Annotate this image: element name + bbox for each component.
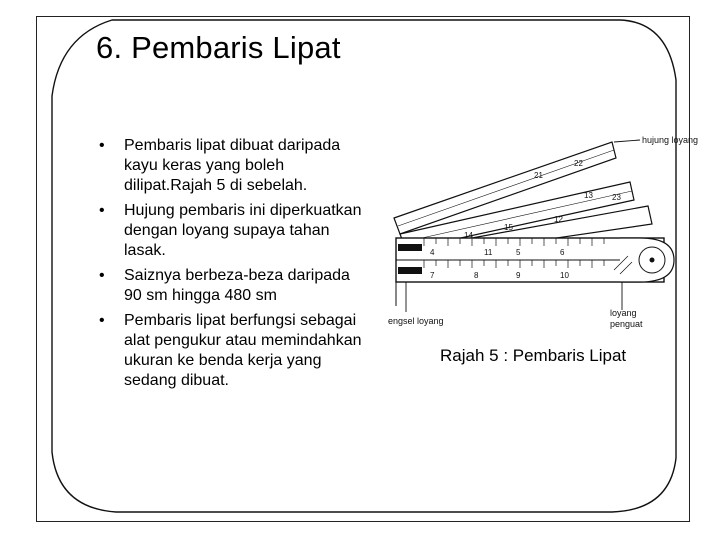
ruler-number: 15 [504, 223, 513, 232]
brass-hinge-icon [614, 238, 674, 282]
list-item [96, 266, 366, 306]
bullet-text: Pembaris lipat berfungsi sebagai alat pengukur atau memindahkan ukuran ke benda kerja yang sedang dibuat. [124, 312, 362, 389]
ruler-number: 14 [464, 231, 473, 240]
list-item [96, 136, 366, 196]
bullet-icon: • [99, 137, 105, 154]
label-engsel-loyang: engsel loyang [388, 316, 444, 326]
figure-caption: Rajah 5 : Pembaris Lipat [440, 346, 627, 365]
list-item [96, 201, 366, 261]
ruler-number: 23 [612, 193, 621, 202]
ruler-number: 22 [574, 159, 583, 168]
ruler-number: 11 [484, 248, 493, 257]
folding-ruler-illustration [384, 120, 704, 350]
ruler-number: 13 [584, 191, 593, 200]
label-penguat: penguat [610, 319, 643, 329]
ruler-number: 5 [516, 248, 521, 257]
ruler-number: 7 [430, 271, 435, 280]
list-item [96, 311, 366, 391]
ruler-number: 8 [474, 271, 479, 280]
bullet-icon: • [99, 202, 105, 219]
ruler-number: 9 [516, 271, 521, 280]
ruler-number: 10 [560, 271, 569, 280]
label-hujung-loyang: hujung loyang [642, 135, 699, 145]
bullet-text: Hujung pembaris ini diperkuatkan dengan loyang supaya tahan lasak. [124, 202, 362, 259]
page-title: 6. Pembaris Lipat [96, 30, 341, 65]
bullet-icon: • [99, 312, 105, 329]
bullet-text: Saiznya berbeza-beza daripada 90 sm hingga 480 sm [124, 267, 350, 304]
ruler-number: 4 [430, 248, 435, 257]
bullet-list [96, 136, 366, 396]
label-loyang: loyang [610, 308, 637, 318]
ruler-number: 21 [534, 171, 543, 180]
ruler-number: 12 [554, 215, 563, 224]
bullet-icon: • [99, 267, 105, 284]
bullet-text: Pembaris lipat dibuat daripada kayu keras yang boleh dilipat.Rajah 5 di sebelah. [124, 137, 341, 194]
ruler-number: 6 [560, 248, 565, 257]
